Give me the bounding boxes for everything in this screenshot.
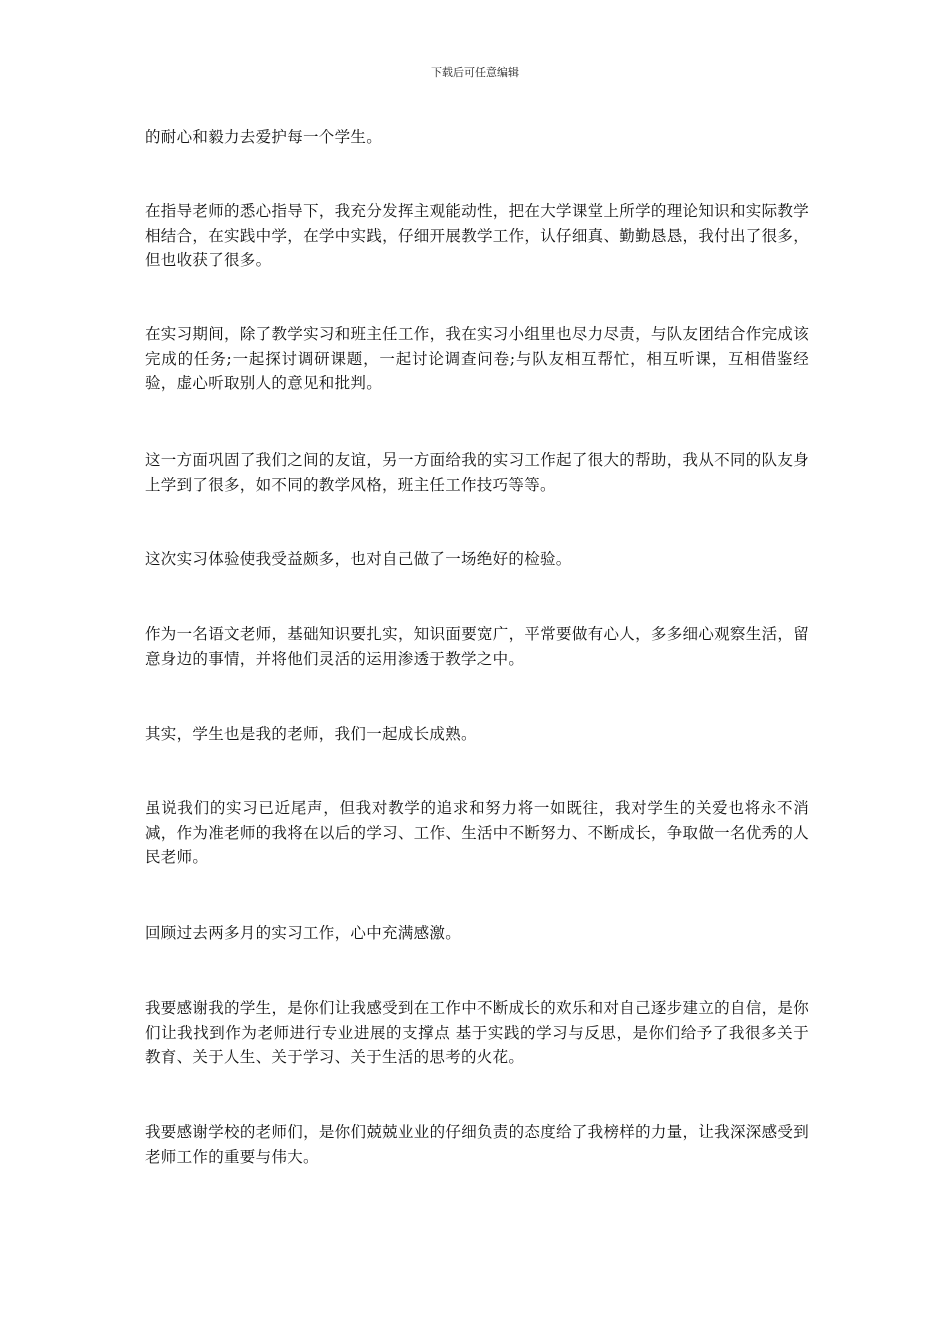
paragraph-6: 作为一名语文老师，基础知识要扎实，知识面要宽广，平常要做有心人，多多细心观察生活，留意身边的事情，并将他们灵活的运用渗透于教学之中。 [145, 625, 809, 668]
paragraph-8: 虽说我们的实习已近尾声，但我对教学的追求和努力将一如既往，我对学生的关爱也将永不消减，作为准老师的我将在以后的学习、工作、生活中不断努力、不断成长，争取做一名优秀的人民老师。 [145, 799, 809, 866]
paragraph-1: 的耐心和毅力去爱护每一个学生。 [145, 128, 383, 146]
paragraph-11: 我要感谢学校的老师们，是你们兢兢业业的仔细负责的态度给了我榜样的力量，让我深深感受到老师工作的重要与伟大。 [145, 1123, 809, 1166]
paragraph-4: 这一方面巩固了我们之间的友谊，另一方面给我的实习工作起了很大的帮助，我从不同的队友身上学到了很多，如不同的教学风格，班主任工作技巧等等。 [145, 451, 809, 494]
paragraph-10: 我要感谢我的学生，是你们让我感受到在工作中不断成长的欢乐和对自己逐步建立的自信，是你们让我找到作为老师进行专业进展的支撑点 基于实践的学习与反思，是你们给予了我很多关于教育、关于人生、关于学习、关于生活的思考的火花。 [145, 999, 809, 1066]
paragraph-9: 回顾过去两多月的实习工作，心中充满感激。 [145, 924, 462, 942]
paragraph-3: 在实习期间，除了教学实习和班主任工作，我在实习小组里也尽力尽责，与队友团结合作完成该完成的任务;一起探讨调研课题，一起讨论调查问卷;与队友相互帮忙，相互听课，互相借鉴经验，虚心听取别人的意见和批判。 [145, 325, 809, 392]
paragraph-5: 这次实习体验使我受益颇多，也对自己做了一场绝好的检验。 [145, 550, 572, 568]
paragraph-2: 在指导老师的悉心指导下，我充分发挥主观能动性，把在大学课堂上所学的理论知识和实际教学相结合，在实践中学，在学中实践，仔细开展教学工作，认仔细真、勤勤恳恳，我付出了很多，但也收获了很多。 [145, 202, 809, 269]
page-header: 下载后可任意编辑 [431, 66, 519, 79]
paragraph-7: 其实，学生也是我的老师，我们一起成长成熟。 [145, 725, 477, 743]
